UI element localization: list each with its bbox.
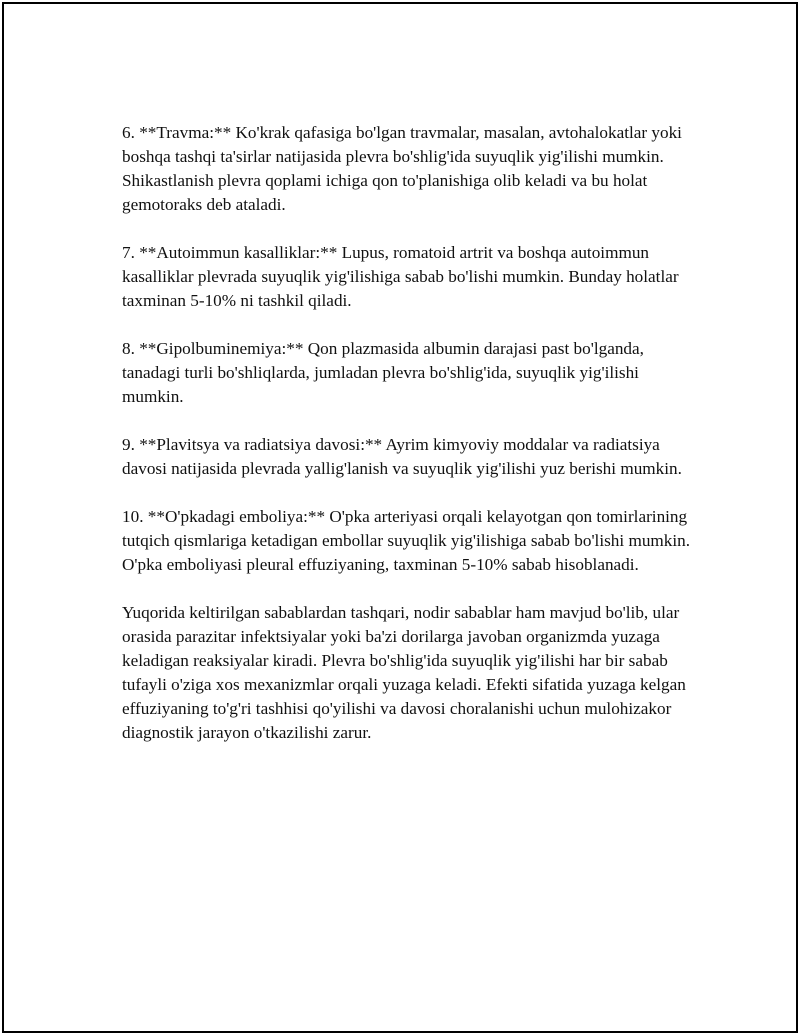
- page-frame: [2, 2, 798, 1033]
- paragraph-plavitsya: 9. **Plavitsya va radiatsiya davosi:** Ayrim kimyoviy moddalar va radiatsiya davosi natijasida plevrada yallig'lanish va suyuqlik yig'ilishi yuz berishi mumkin.: [122, 435, 682, 478]
- paragraph-conclusion: Yuqorida keltirilgan sabablardan tashqari, nodir sabablar ham mavjud bo'lib, ular orasida parazitar infektsiyalar yoki ba'zi dorilarga javoban organizmda yuzaga keladigan reaksiyalar kiradi. Plevra bo'shlig'ida suyuqlik yig'ilishi har bir sabab tufayli o'ziga xos mexanizmlar orqali yuzaga keladi. Efekti sifatida yuzaga kelgan effuziyaning to'g'ri tashhisi qo'yilishi va davosi choralanishi uchun mulohizakor diagnostik jarayon o'tkazilishi zarur.: [122, 603, 686, 742]
- document-body: [122, 121, 696, 745]
- paragraph-travma: 6. **Travma:** Ko'krak qafasiga bo'lgan travmalar, masalan, avtohalokatlar yoki boshqa tashqi ta'sirlar natijasida plevra bo'shlig'ida suyuqlik yig'ilishi mumkin. Shikastlanish plevra qoplami ichiga qon to'planishiga olib keladi va bu holat gemotoraks deb ataladi.: [122, 123, 682, 214]
- paragraph-autoimmun: 7. **Autoimmun kasalliklar:** Lupus, romatoid artrit va boshqa autoimmun kasalliklar plevrada suyuqlik yig'ilishiga sabab bo'lishi mumkin. Bunday holatlar taxminan 5-10% ni tashkil qiladi.: [122, 243, 679, 310]
- paragraph-gipolbuminemiya: 8. **Gipolbuminemiya:** Qon plazmasida albumin darajasi past bo'lganda, tanadagi turli bo'shliqlarda, jumladan plevra bo'shlig'ida, suyuqlik yig'ilishi mumkin.: [122, 339, 644, 406]
- paragraph-emboliya: 10. **O'pkadagi emboliya:** O'pka arteriyasi orqali kelayotgan qon tomirlarining tutqich qismlariga ketadigan embollar suyuqlik yig'ilishiga sabab bo'lishi mumkin. O'pka emboliyasi pleural effuziyaning, taxminan 5-10% sabab hisoblanadi.: [122, 507, 691, 574]
